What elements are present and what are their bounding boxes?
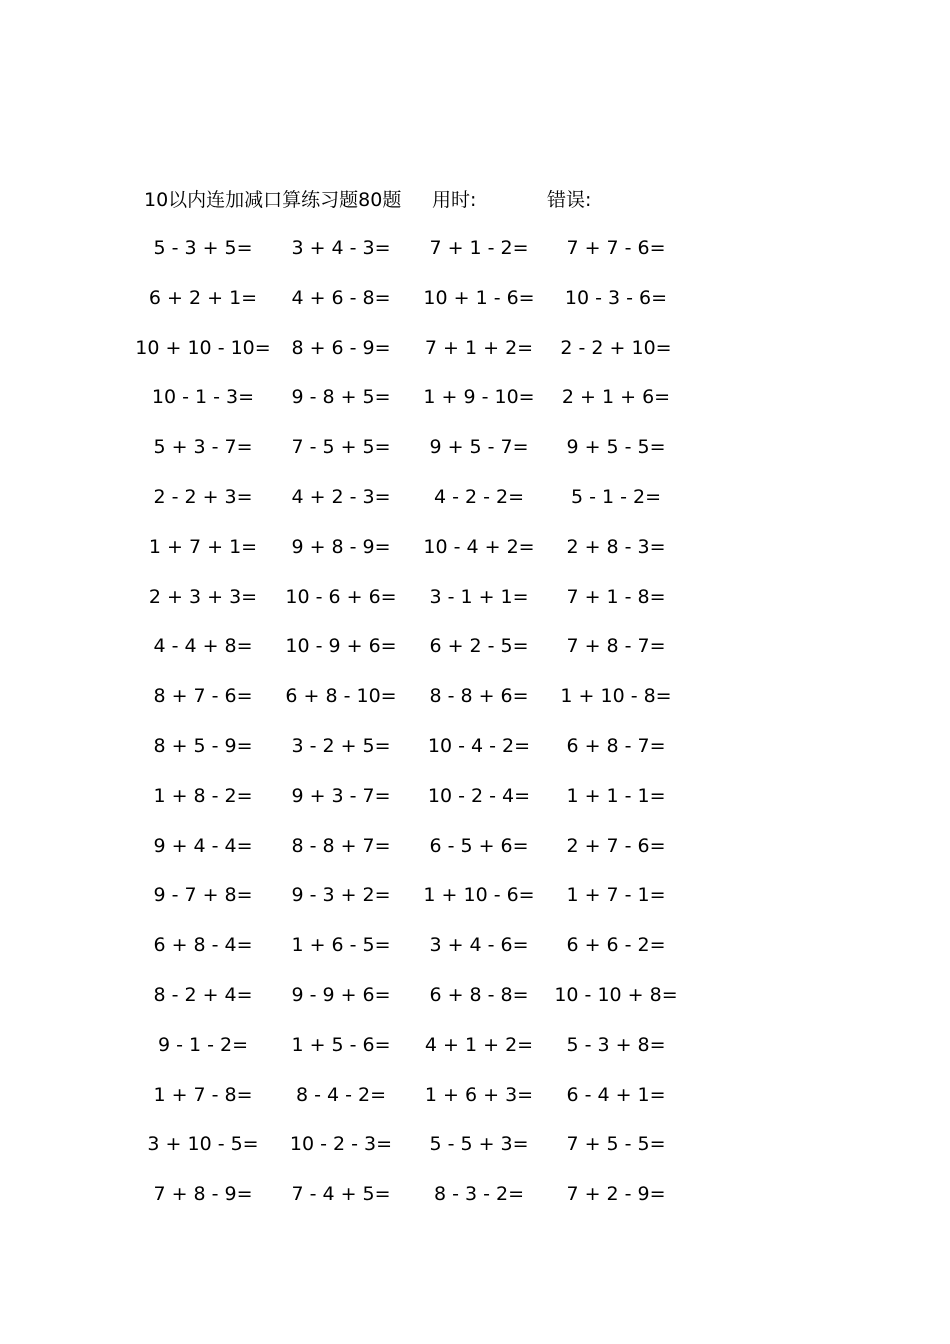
problem-row xyxy=(0,334,950,384)
problem-row xyxy=(0,682,950,732)
problem-row xyxy=(0,234,950,284)
problem-row xyxy=(0,981,950,1031)
arithmetic-problem: 10 - 2 - 4= xyxy=(427,784,531,807)
worksheet-title: 10以内连加减口算练习题80题 xyxy=(144,189,402,211)
arithmetic-problem: 4 + 6 - 8= xyxy=(291,286,391,309)
arithmetic-problem: 10 + 10 - 10= xyxy=(135,336,271,359)
worksheet-header xyxy=(0,186,950,214)
arithmetic-problem: 9 + 8 - 9= xyxy=(291,535,391,558)
arithmetic-problem: 9 + 5 - 5= xyxy=(566,436,666,459)
arithmetic-problem: 7 + 1 + 2= xyxy=(424,336,534,359)
arithmetic-problem: 5 + 3 - 7= xyxy=(153,436,253,459)
arithmetic-problem: 7 + 1 - 2= xyxy=(429,237,529,259)
arithmetic-problem: 8 - 8 + 7= xyxy=(291,834,391,857)
arithmetic-problem: 9 - 8 + 5= xyxy=(291,386,391,409)
arithmetic-problem: 9 - 1 - 2= xyxy=(157,1033,249,1056)
arithmetic-problem: 1 + 10 - 8= xyxy=(560,685,672,708)
arithmetic-problem: 6 + 2 - 5= xyxy=(429,635,529,658)
problem-row xyxy=(0,383,950,433)
arithmetic-problem: 2 - 2 + 10= xyxy=(560,336,672,359)
arithmetic-problem: 9 - 9 + 6= xyxy=(291,983,391,1006)
arithmetic-problem: 7 + 8 - 7= xyxy=(566,635,666,658)
arithmetic-problem: 6 + 8 - 8= xyxy=(429,983,529,1006)
arithmetic-problem: 7 + 2 - 9= xyxy=(566,1183,666,1206)
arithmetic-problem: 8 - 3 - 2= xyxy=(433,1183,525,1206)
arithmetic-problem: 8 - 4 - 2= xyxy=(295,1083,387,1106)
problem-row xyxy=(0,881,950,931)
problem-row xyxy=(0,632,950,682)
arithmetic-problem: 1 + 7 - 1= xyxy=(566,884,666,907)
arithmetic-problem: 7 - 4 + 5= xyxy=(291,1183,391,1206)
arithmetic-problem: 9 - 3 + 2= xyxy=(291,884,391,907)
arithmetic-problem: 1 + 8 - 2= xyxy=(153,784,253,807)
problem-row xyxy=(0,732,950,782)
arithmetic-problem: 3 - 1 + 1= xyxy=(429,585,529,608)
arithmetic-problem: 9 + 3 - 7= xyxy=(291,784,391,807)
arithmetic-problem: 1 + 10 - 6= xyxy=(423,884,535,907)
arithmetic-problem: 1 + 1 - 1= xyxy=(566,784,666,807)
arithmetic-problem: 7 + 5 - 5= xyxy=(566,1133,666,1156)
arithmetic-problem: 4 + 2 - 3= xyxy=(291,485,391,508)
problem-row xyxy=(0,483,950,533)
problem-row xyxy=(0,583,950,633)
arithmetic-problem: 10 - 4 + 2= xyxy=(423,535,535,558)
problem-row xyxy=(0,433,950,483)
arithmetic-problem: 8 + 5 - 9= xyxy=(153,734,253,757)
arithmetic-problem: 6 + 8 - 10= xyxy=(285,685,397,708)
arithmetic-problem: 5 - 5 + 3= xyxy=(429,1133,529,1156)
problem-grid xyxy=(0,234,950,1230)
arithmetic-problem: 9 + 4 - 4= xyxy=(153,834,253,857)
arithmetic-problem: 6 + 8 - 7= xyxy=(566,734,666,757)
arithmetic-problem: 8 + 7 - 6= xyxy=(153,685,253,708)
arithmetic-problem: 6 + 8 - 4= xyxy=(153,934,253,957)
problem-row xyxy=(0,782,950,832)
arithmetic-problem: 1 + 5 - 6= xyxy=(291,1033,391,1056)
arithmetic-problem: 10 - 2 - 3= xyxy=(289,1133,393,1156)
arithmetic-problem: 4 - 4 + 8= xyxy=(153,635,253,658)
arithmetic-problem: 6 + 6 - 2= xyxy=(566,934,666,957)
arithmetic-problem: 10 - 4 - 2= xyxy=(427,734,531,757)
arithmetic-problem: 8 - 8 + 6= xyxy=(429,685,529,708)
arithmetic-problem: 2 - 2 + 3= xyxy=(153,485,253,508)
arithmetic-problem: 3 - 2 + 5= xyxy=(291,734,391,757)
problem-row xyxy=(0,1180,950,1230)
problem-row xyxy=(0,1031,950,1081)
arithmetic-problem: 4 + 1 + 2= xyxy=(424,1033,534,1056)
arithmetic-problem: 8 - 2 + 4= xyxy=(153,983,253,1006)
problem-row xyxy=(0,1130,950,1180)
arithmetic-problem: 9 + 5 - 7= xyxy=(429,436,529,459)
problem-row xyxy=(0,1081,950,1131)
arithmetic-problem: 9 - 7 + 8= xyxy=(153,884,253,907)
arithmetic-problem: 7 + 1 - 8= xyxy=(566,585,666,608)
arithmetic-problem: 6 - 5 + 6= xyxy=(429,834,529,857)
arithmetic-problem: 3 + 10 - 5= xyxy=(147,1133,259,1156)
arithmetic-problem: 7 + 7 - 6= xyxy=(566,237,666,259)
arithmetic-problem: 10 - 1 - 3= xyxy=(151,386,255,409)
arithmetic-problem: 10 - 3 - 6= xyxy=(564,286,668,309)
arithmetic-problem: 3 + 4 - 3= xyxy=(291,237,391,259)
arithmetic-problem: 2 + 3 + 3= xyxy=(148,585,258,608)
arithmetic-problem: 1 + 7 + 1= xyxy=(148,535,258,558)
problem-row xyxy=(0,931,950,981)
arithmetic-problem: 10 - 6 + 6= xyxy=(285,585,397,608)
arithmetic-problem: 1 + 6 + 3= xyxy=(424,1083,534,1106)
arithmetic-problem: 8 + 6 - 9= xyxy=(291,336,391,359)
arithmetic-problem: 10 + 1 - 6= xyxy=(423,286,535,309)
arithmetic-problem: 5 - 3 + 8= xyxy=(566,1033,666,1056)
arithmetic-problem: 1 + 6 - 5= xyxy=(291,934,391,957)
arithmetic-problem: 5 - 1 - 2= xyxy=(570,485,662,508)
arithmetic-problem: 6 + 2 + 1= xyxy=(148,286,258,309)
arithmetic-problem: 6 - 4 + 1= xyxy=(566,1083,666,1106)
arithmetic-problem: 7 - 5 + 5= xyxy=(291,436,391,459)
arithmetic-problem: 7 + 8 - 9= xyxy=(153,1183,253,1206)
time-used-label: 用时: xyxy=(432,189,477,211)
problem-row xyxy=(0,533,950,583)
errors-label: 错误: xyxy=(547,189,592,211)
arithmetic-problem: 10 - 10 + 8= xyxy=(554,983,678,1006)
arithmetic-problem: 10 - 9 + 6= xyxy=(285,635,397,658)
problem-row xyxy=(0,832,950,882)
arithmetic-problem: 2 + 8 - 3= xyxy=(566,535,666,558)
arithmetic-problem: 1 + 9 - 10= xyxy=(423,386,535,409)
arithmetic-problem: 2 + 7 - 6= xyxy=(566,834,666,857)
arithmetic-problem: 2 + 1 + 6= xyxy=(561,386,671,409)
problem-row xyxy=(0,284,950,334)
arithmetic-problem: 4 - 2 - 2= xyxy=(433,485,525,508)
arithmetic-problem: 1 + 7 - 8= xyxy=(153,1083,253,1106)
arithmetic-problem: 3 + 4 - 6= xyxy=(429,934,529,957)
arithmetic-problem: 5 - 3 + 5= xyxy=(153,237,253,259)
